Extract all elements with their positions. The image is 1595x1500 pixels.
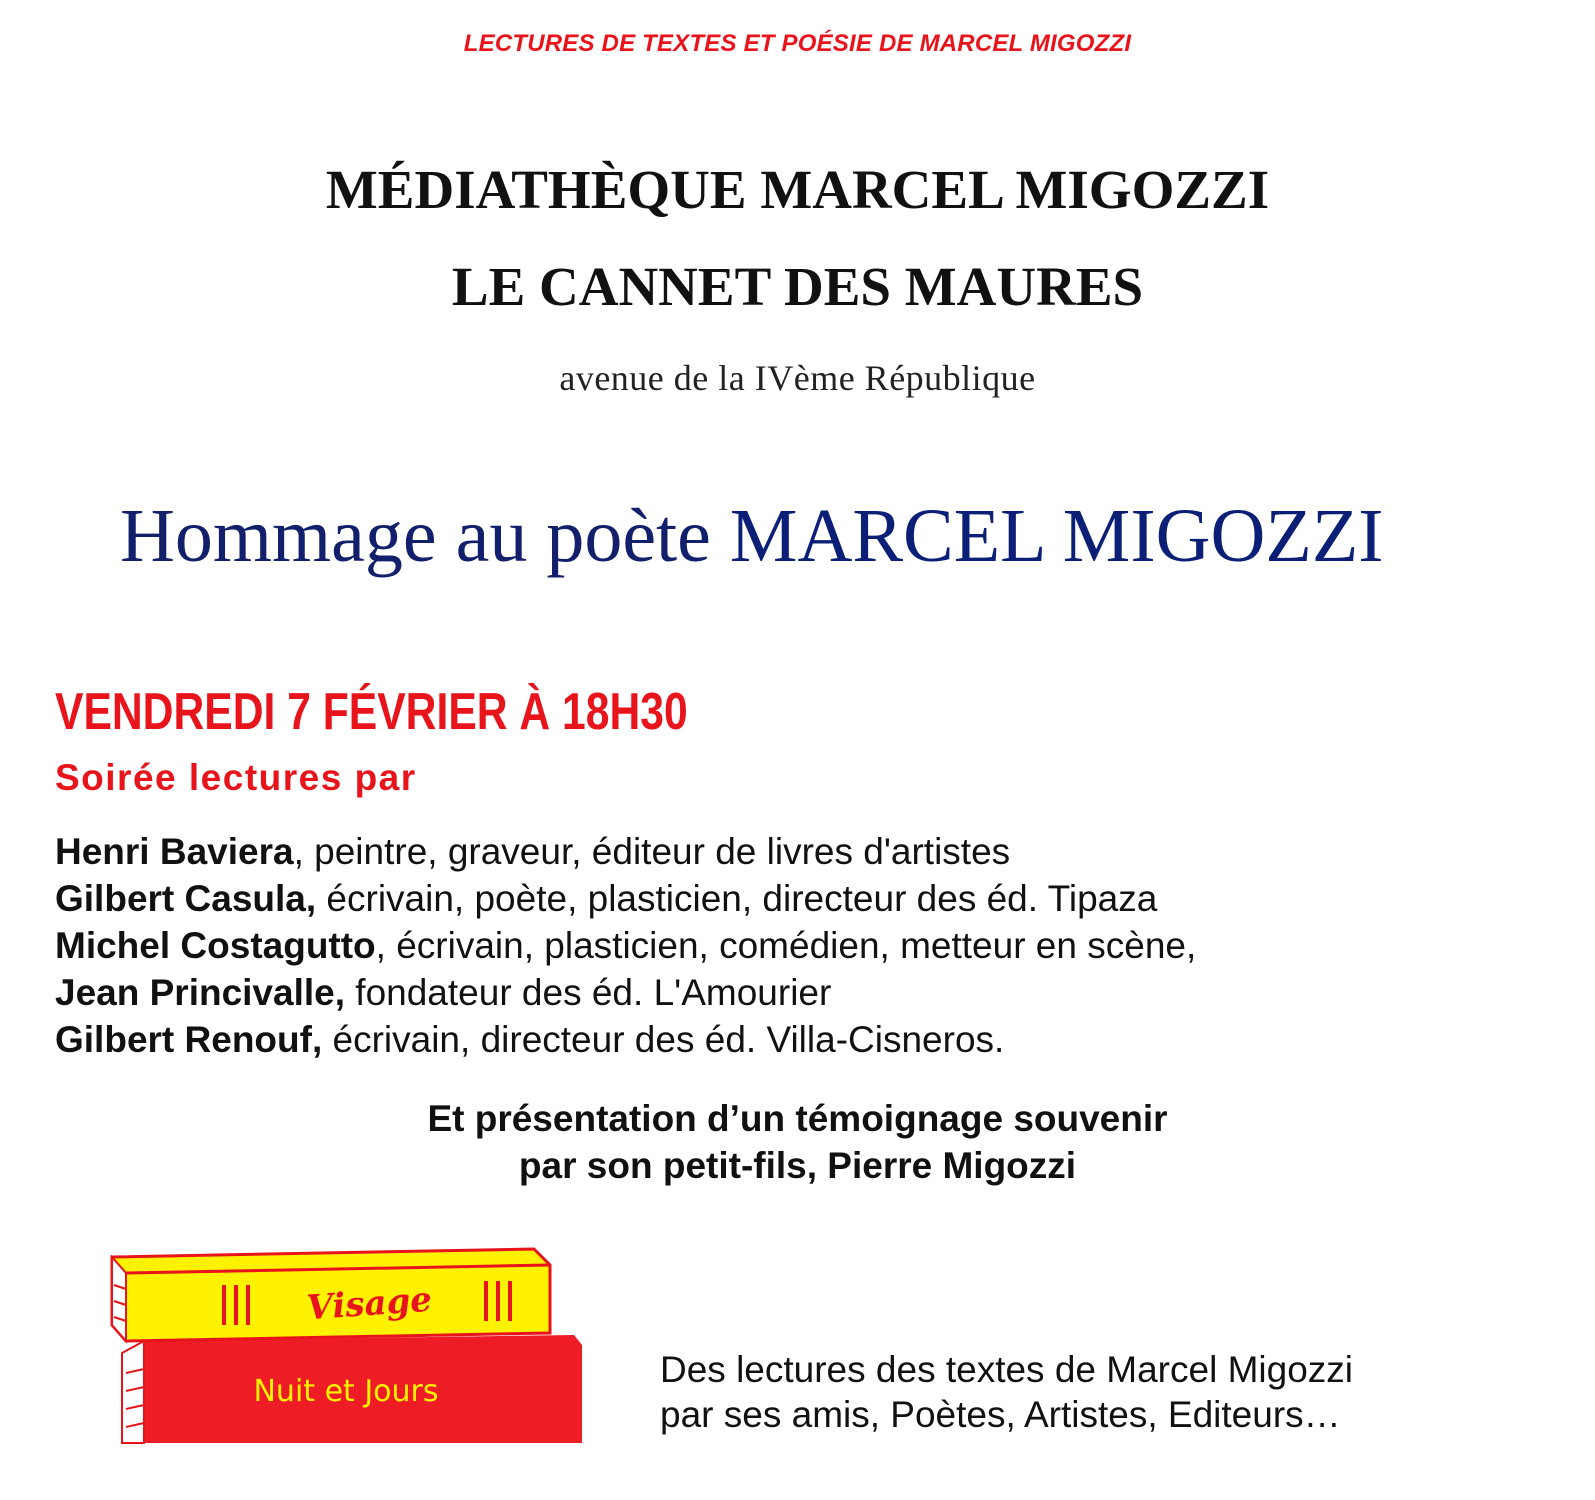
books-logo [104,1245,584,1445]
venue-address: avenue de la IVème République [559,358,1036,398]
venue-town: LE CANNET DES MAURES [451,256,1144,317]
reader-name: Gilbert Casula, [55,878,317,919]
top-book-title: Visage [305,1279,434,1329]
tribute-lead: Hommage au poète [120,494,711,578]
testimony-note [0,1095,1595,1189]
reader-item [55,828,1196,875]
testimony-line-1: Et présentation d’un témoignage souvenir [427,1098,1168,1139]
reader-name: Jean Princivalle, [55,972,346,1013]
reader-item [55,969,1196,1016]
top-book [112,1249,550,1341]
footer-line-1: Des lectures des textes de Marcel Migozzi [660,1349,1353,1390]
venue-name: MÉDIATHÈQUE MARCEL MIGOZZI [325,159,1270,220]
reader-role: , écrivain, plasticien, comédien, metteur en scène, [375,925,1197,966]
reader-role: fondateur des éd. L'Amourier [345,972,832,1013]
bottom-book-title: Nuit et Jours [253,1374,439,1409]
reader-role: , peintre, graveur, éditeur de livres d'artistes [293,831,1011,872]
bottom-book-pages [122,1341,144,1443]
reader-name: Henri Baviera [55,831,294,872]
reader-role: écrivain, poète, plasticien, directeur des éd. Tipaza [316,878,1158,919]
reader-name: Michel Costagutto [55,925,376,966]
event-datetime: VENDREDI 7 FÉVRIER À 18H30 [55,683,688,741]
top-book-pages [112,1257,126,1341]
bottom-book [122,1335,582,1443]
testimony-line-2: par son petit-fils, Pierre Migozzi [518,1145,1077,1186]
header-kicker: LECTURES DE TEXTES ET POÉSIE DE MARCEL MIGOZZI [463,30,1132,57]
tribute-poet-name: MARCEL MIGOZZI [729,494,1384,578]
tribute-title [120,495,1384,579]
footer-text [660,1347,1353,1439]
readers-list [55,828,1196,1063]
readings-intro: Soirée lectures par [55,757,417,798]
reader-item [55,1016,1196,1063]
reader-item [55,875,1196,922]
reader-role: écrivain, directeur des éd. Villa-Cisneros. [322,1019,1005,1060]
footer-line-2: par ses amis, Poètes, Artistes, Editeurs… [660,1394,1341,1435]
reader-item [55,922,1196,969]
reader-name: Gilbert Renouf, [55,1019,323,1060]
